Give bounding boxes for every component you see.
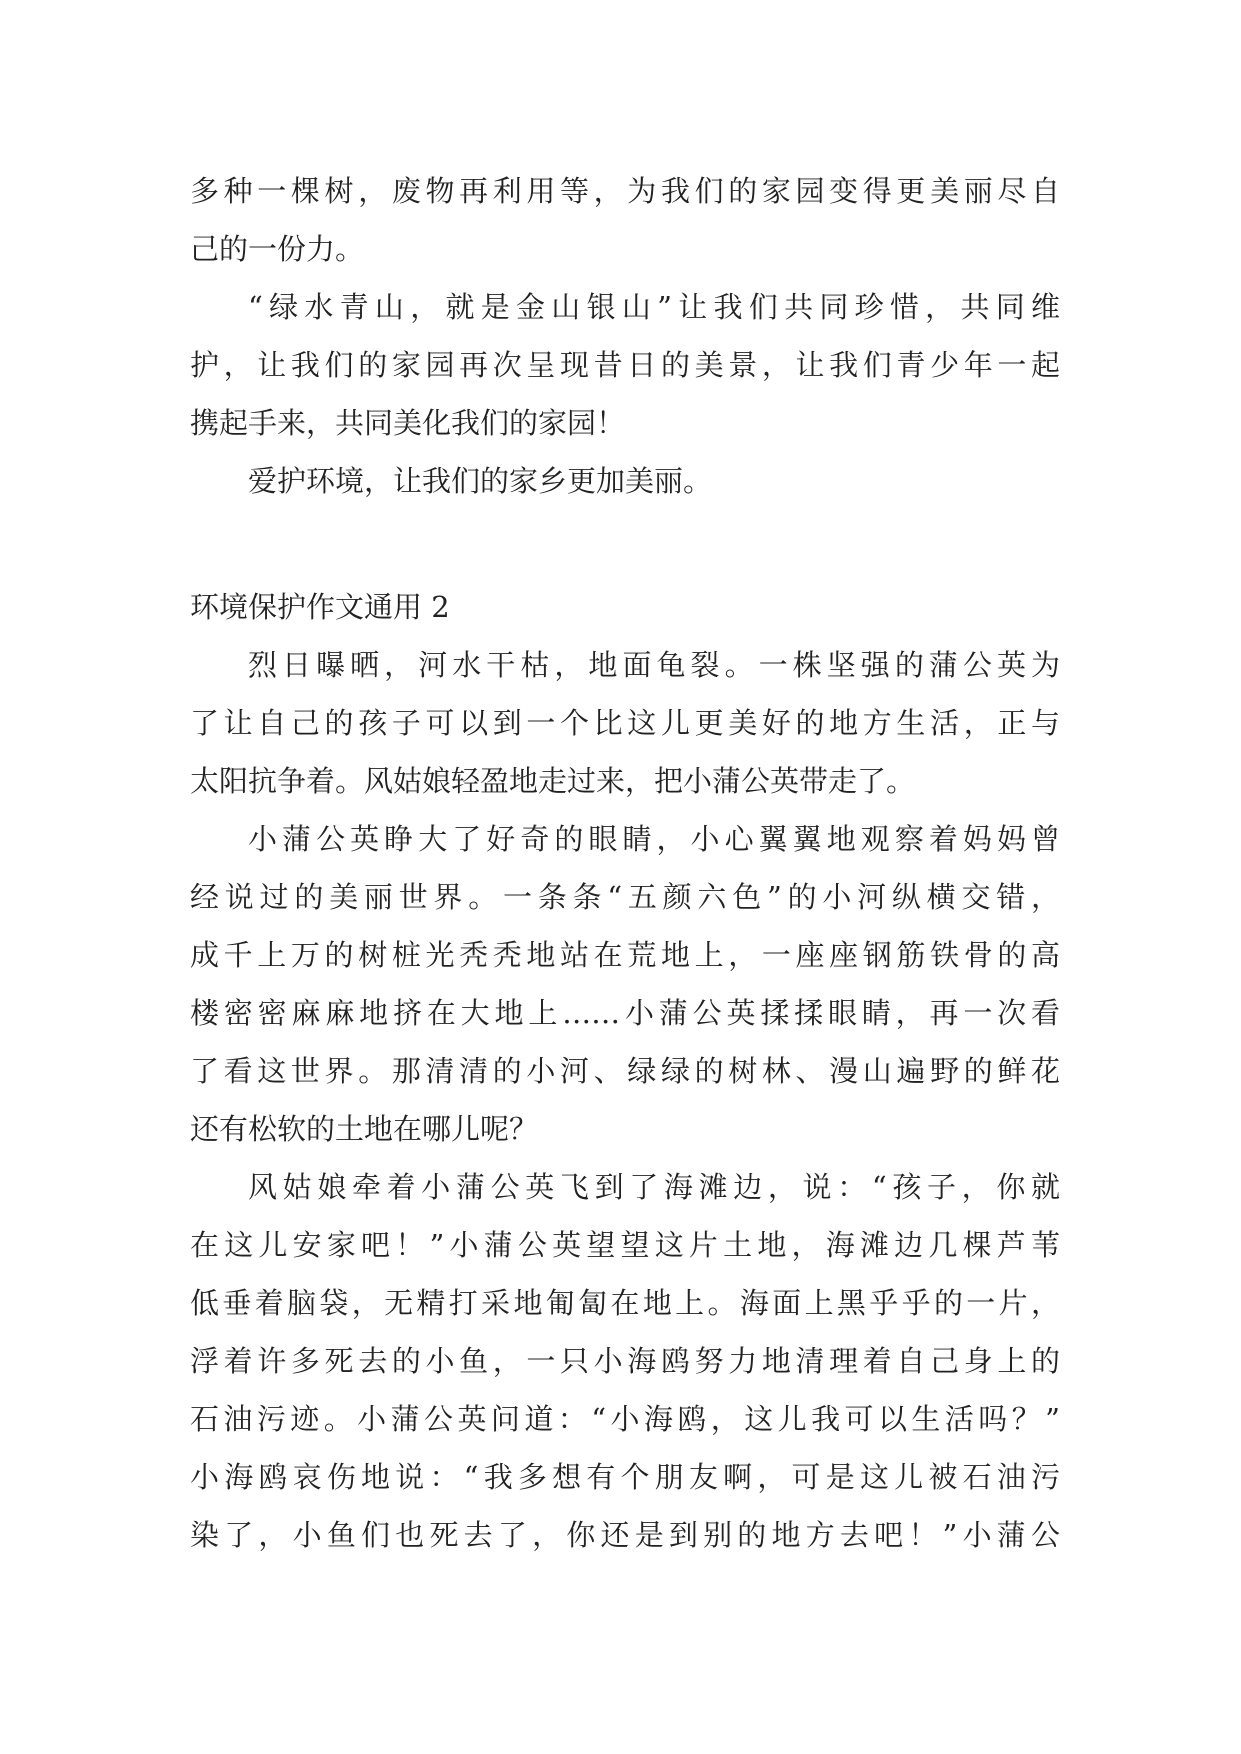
paragraph	[190, 810, 1060, 1158]
text-line: 了让自己的孩子可以到一个比这儿更美好的地方生活，正与	[190, 706, 1060, 740]
text-line: 护，让我们的家园再次呈现昔日的美景，让我们青少年一起	[190, 348, 1060, 382]
text-line: 石油污迹。小蒲公英问道：“小海鸥，这儿我可以生活吗？”	[190, 1402, 1060, 1436]
text-line: 爱护环境，让我们的家乡更加美丽。	[248, 464, 713, 498]
text-line: 己的一份力。	[190, 232, 365, 266]
paragraph	[190, 278, 1060, 452]
paragraph	[190, 636, 1060, 810]
section-heading: 环境保护作文通用 2	[190, 590, 450, 624]
text-line: 低垂着脑袋，无精打采地匍匐在地上。海面上黑乎乎的一片，	[190, 1286, 1060, 1320]
text-line: 风姑娘牵着小蒲公英飞到了海滩边，说：“孩子，你就	[248, 1170, 1060, 1204]
text-line: 在这儿安家吧！”小蒲公英望望这片土地，海滩边几棵芦苇	[190, 1228, 1060, 1262]
text-line: 楼密密麻麻地挤在大地上……小蒲公英揉揉眼睛，再一次看	[190, 996, 1060, 1030]
text-line: 多种一棵树，废物再利用等，为我们的家园变得更美丽尽自	[190, 174, 1060, 208]
text-line: 浮着许多死去的小鱼，一只小海鸥努力地清理着自己身上的	[190, 1344, 1060, 1378]
paragraph	[190, 162, 1060, 278]
text-line: 染了，小鱼们也死去了，你还是到别的地方去吧！”小蒲公	[190, 1518, 1060, 1552]
text-line: 成千上万的树桩光秃秃地站在荒地上，一座座钢筋铁骨的高	[190, 938, 1060, 972]
document-page	[190, 162, 1060, 1564]
text-line: 经说过的美丽世界。一条条“五颜六色”的小河纵横交错，	[190, 880, 1060, 914]
text-line: 了看这世界。那清清的小河、绿绿的树林、漫山遍野的鲜花	[190, 1054, 1060, 1088]
paragraph	[190, 1158, 1060, 1564]
section-spacer	[190, 510, 1060, 578]
text-line: 携起手来，共同美化我们的家园！	[190, 406, 626, 440]
text-line: 烈日曝晒，河水干枯，地面龟裂。一株坚强的蒲公英为	[248, 648, 1060, 682]
text-line: 还有松软的土地在哪儿呢？	[190, 1112, 539, 1146]
text-line: “绿水青山，就是金山银山”让我们共同珍惜，共同维	[248, 290, 1060, 324]
text-line: 小蒲公英睁大了好奇的眼睛，小心翼翼地观察着妈妈曾	[248, 822, 1060, 856]
paragraph	[190, 452, 1060, 510]
text-line: 小海鸥哀伤地说：“我多想有个朋友啊，可是这儿被石油污	[190, 1460, 1060, 1494]
text-line: 太阳抗争着。风姑娘轻盈地走过来，把小蒲公英带走了。	[190, 764, 916, 798]
